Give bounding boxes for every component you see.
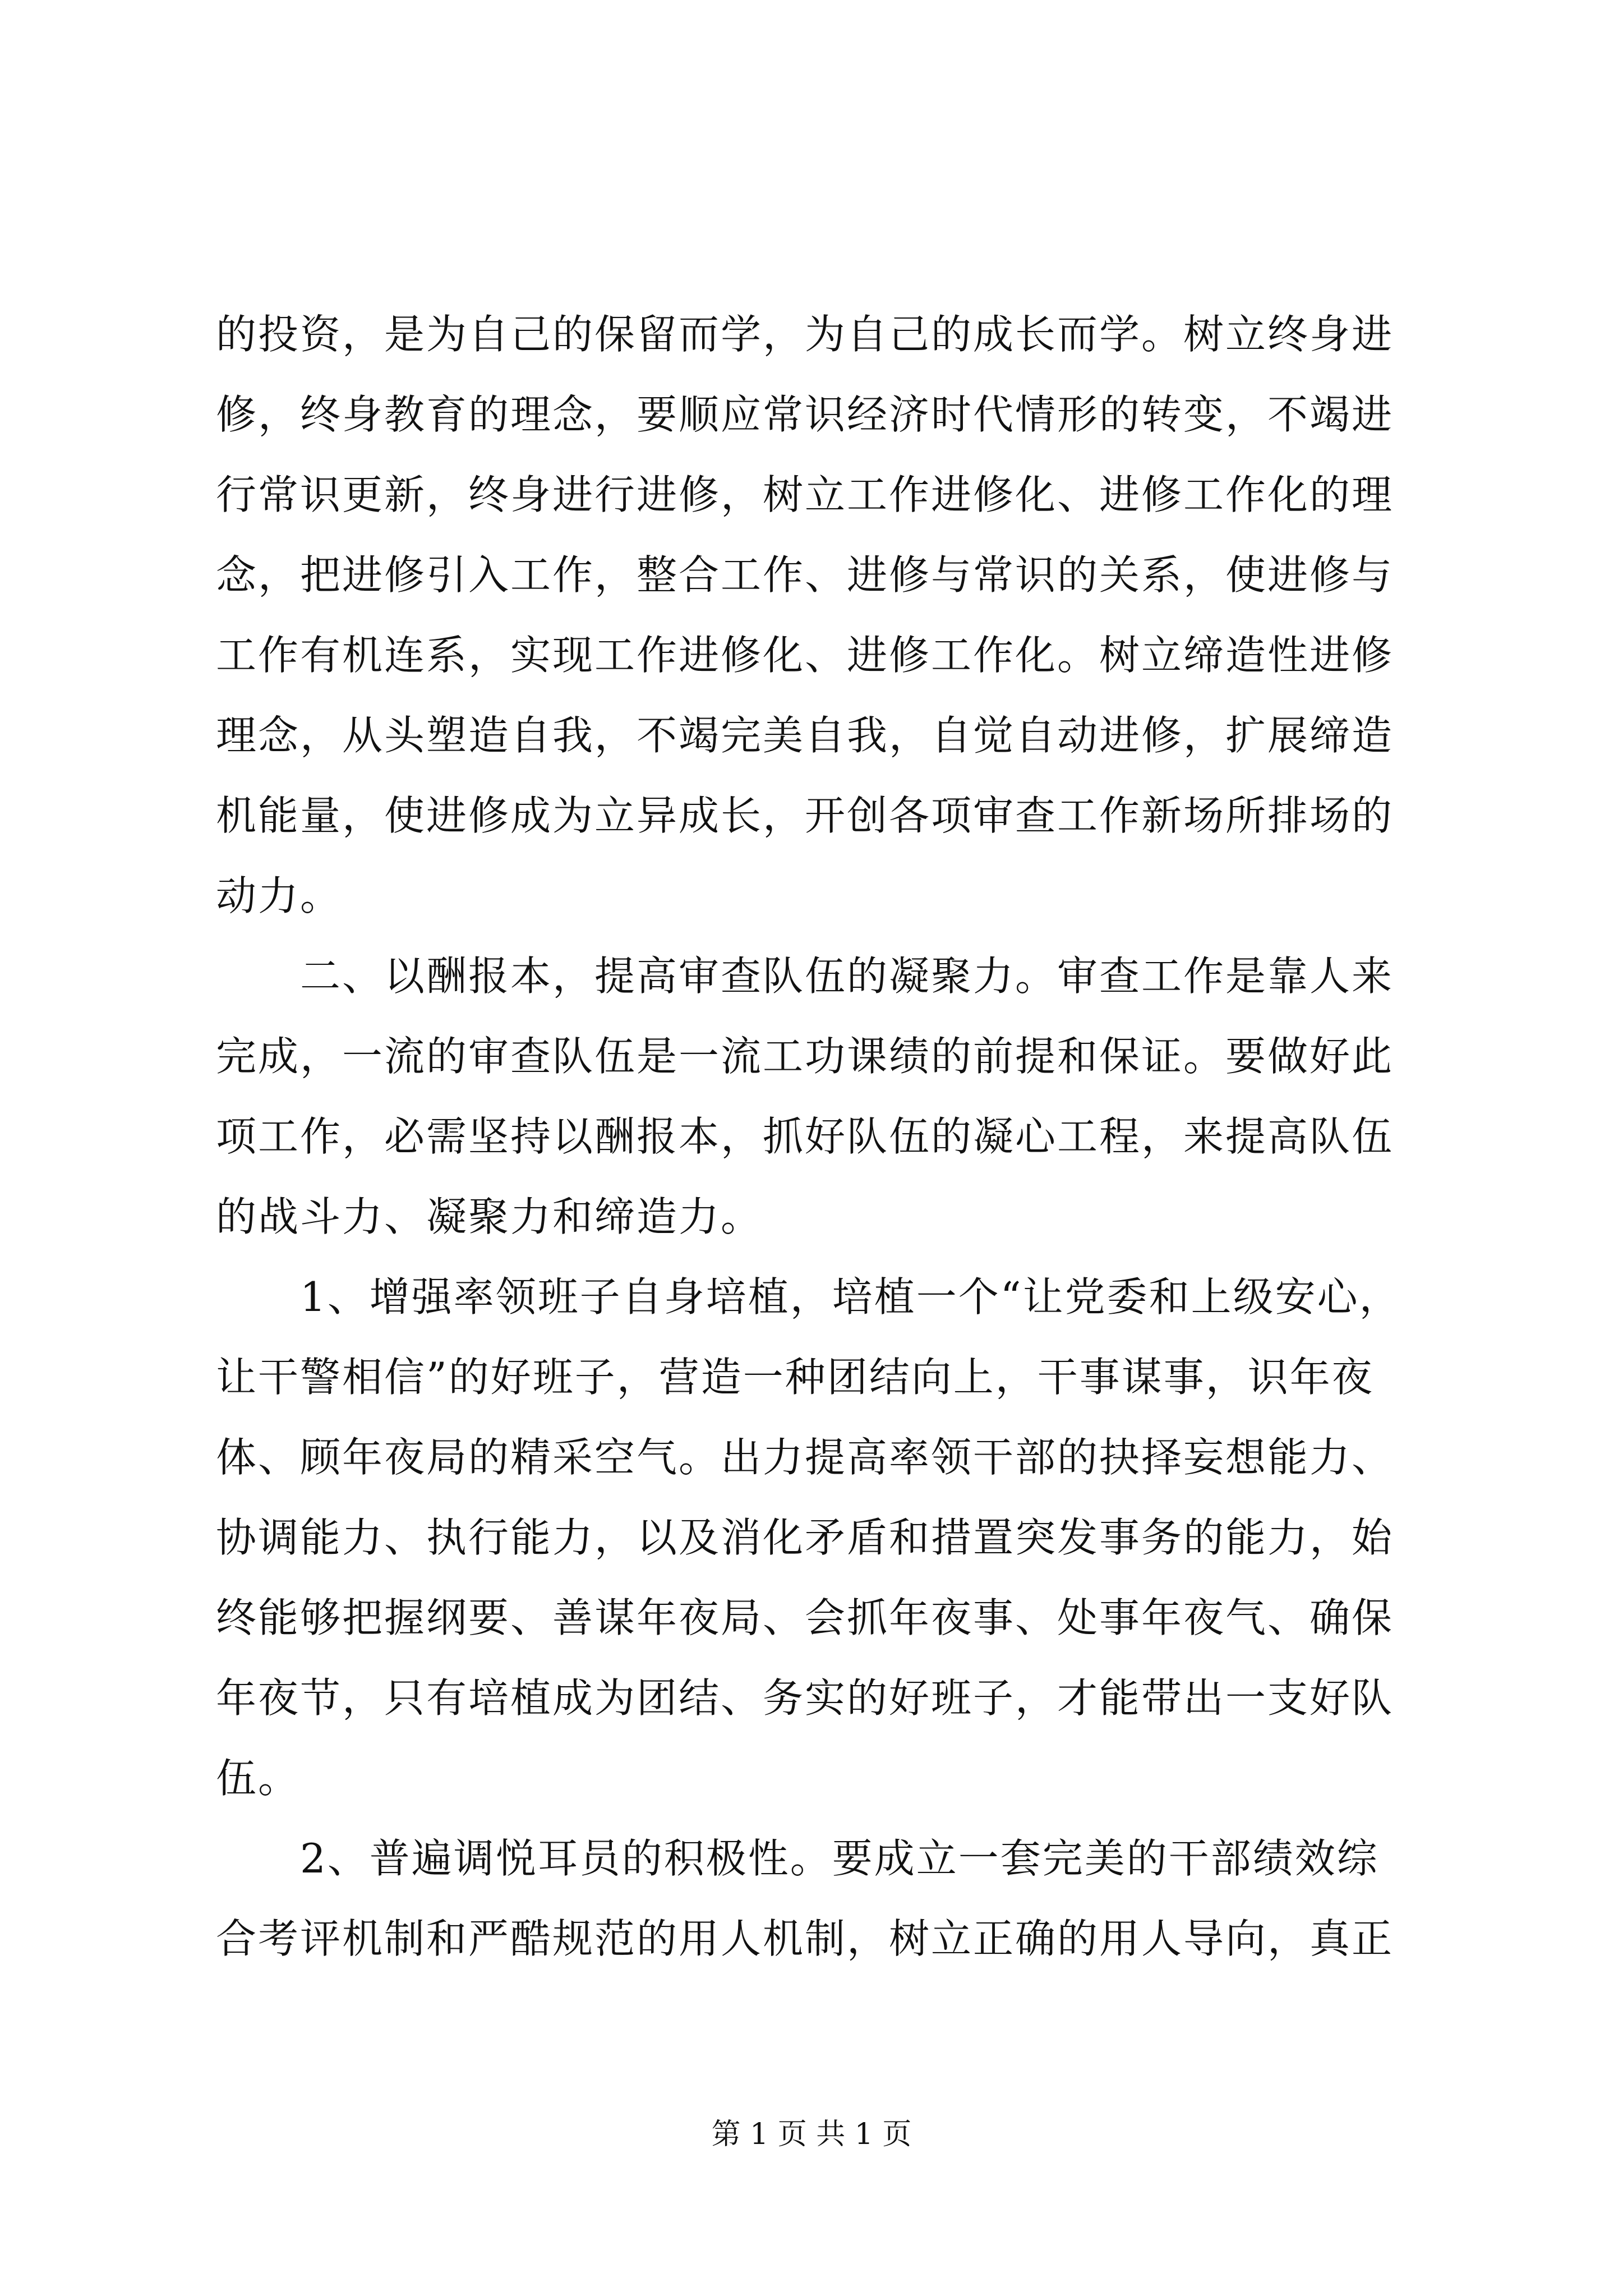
body-text: [216, 295, 1408, 1979]
text-line: 修，终身教育的理念，要顺应常识经济时代情形的转变，不竭进: [216, 391, 1394, 438]
text-line: 动力。: [216, 872, 343, 919]
text-line: 2、普遍调悦耳员的积极性。要成立一套完美的干部绩效综: [216, 1835, 1379, 1882]
text-line: 的战斗力、凝聚力和缔造力。: [216, 1193, 763, 1240]
text-line: 项工作，必需坚持以酬报本，抓好队伍的凝心工程，来提高队伍: [216, 1113, 1394, 1160]
text-line: 体、顾年夜局的精采空气。出力提高率领干部的抉择妄想能力、: [216, 1434, 1394, 1481]
text-line: 完成，一流的审查队伍是一流工功课绩的前提和保证。要做好此: [216, 1033, 1394, 1080]
text-line: 协调能力、执行能力，以及消化矛盾和措置突发事务的能力，始: [216, 1514, 1394, 1561]
text-line: 1、增强率领班子自身培植，培植一个“让党委和上级安心，: [216, 1273, 1401, 1320]
text-line: 行常识更新，终身进行进修，树立工作进修化、进修工作化的理: [216, 471, 1394, 518]
text-line: 年夜节，只有培植成为团结、务实的好班子，才能带出一支好队: [216, 1674, 1394, 1722]
text-line: 伍。: [216, 1755, 301, 1802]
text-line: 念，把进修引入工作，整合工作、进修与常识的关系，使进修与: [216, 551, 1394, 599]
text-line: 二、以酬报本，提高审查队伍的凝聚力。审查工作是靠人来: [216, 953, 1394, 1000]
text-line: 机能量，使进修成为立异成长，开创各项审查工作新场所排场的: [216, 792, 1394, 839]
page-footer: 第 1 页 共 1 页: [711, 2118, 912, 2151]
text-line: 工作有机连系，实现工作进修化、进修工作化。树立缔造性进修: [216, 632, 1394, 679]
text-line: 合考评机制和严酷规范的用人机制，树立正确的用人导向，真正: [216, 1915, 1394, 1962]
text-line: 终能够把握纲要、善谋年夜局、会抓年夜事、处事年夜气、确保: [216, 1594, 1394, 1641]
text-line: 理念，从头塑造自我，不竭完美自我，自觉自动进修，扩展缔造: [216, 712, 1394, 759]
text-line: 的投资，是为自己的保留而学，为自己的成长而学。树立终身进: [216, 311, 1394, 358]
text-line: 让干警相信”的好班子，营造一种团结向上，干事谋事，识年夜: [216, 1354, 1374, 1401]
